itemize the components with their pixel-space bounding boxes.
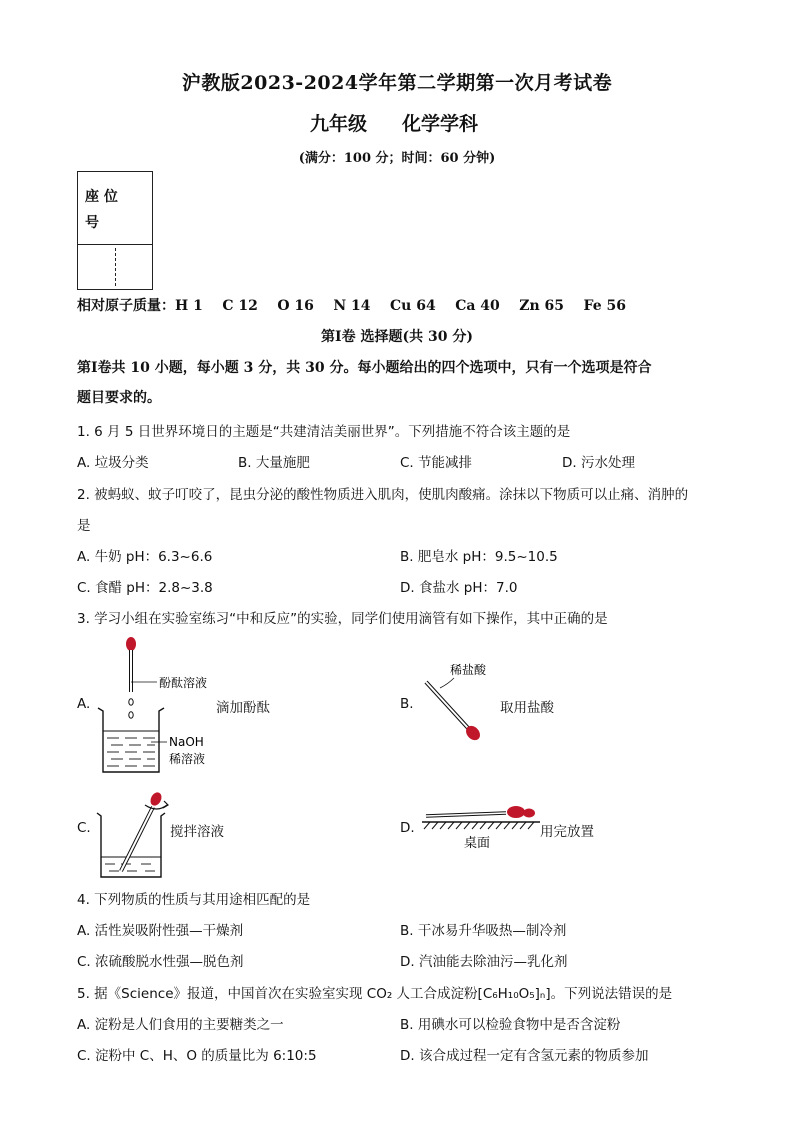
q3-stem: 3. 学习小组在实验室练习“中和反应”的实验，同学们使用滴管有如下操作，其中正确的是	[77, 611, 608, 627]
seat-label-line2: 号	[85, 215, 99, 231]
q3-a-label-dilute: 稀溶液	[169, 752, 206, 766]
q5-option-c: C. 淀粉中 C、H、O 的质量比为 6:10:5	[77, 1048, 317, 1064]
drop	[129, 699, 133, 705]
q3-option-d-caption: 用完放置	[540, 824, 594, 840]
q3-option-b-letter: B.	[400, 696, 414, 712]
q1-stem: 1. 6 月 5 日世界环境日的主题是“共建清洁美丽世界”。下列措施不符合该主题的是	[77, 424, 571, 440]
q3-option-d-letter: D.	[400, 820, 415, 836]
q4-stem: 4. 下列物质的性质与其用途相匹配的是	[77, 892, 311, 908]
q3-option-a-letter: A.	[77, 696, 91, 712]
q4-option-d: D. 汽油能去除油污—乳化剂	[400, 954, 568, 970]
q2-stem-line2: 是	[77, 518, 91, 534]
q4-option-b: B. 干冰易升华吸热—制冷剂	[400, 923, 567, 939]
seat-label-line1: 座 位	[85, 189, 118, 205]
exam-info: (满分：100 分；时间：60 分钟)	[298, 151, 496, 166]
section-instruction-line2: 题目要求的。	[77, 390, 161, 406]
q1-option-a: A. 垃圾分类	[77, 455, 149, 471]
q2-option-b: B. 肥皂水 pH：9.5~10.5	[400, 549, 558, 565]
q3-a-label-phenolphthalein: 酚酞溶液	[159, 676, 208, 690]
seat-dashed-line	[115, 248, 116, 286]
q3-option-b-diagram	[418, 656, 498, 746]
q2-option-a: A. 牛奶 pH：6.3~6.6	[77, 549, 213, 565]
q3-a-label-naoh: NaOH	[169, 735, 204, 749]
q4-option-a: A. 活性炭吸附性强—干燥剂	[77, 923, 244, 939]
q1-option-b: B. 大量施肥	[238, 455, 310, 471]
q4-option-c: C. 浓硫酸脱水性强—脱色剂	[77, 954, 244, 970]
atomic-masses: 相对原子质量：H 1 C 12 O 16 N 14 Cu 64 Ca 40 Zn 65 Fe 56	[77, 298, 626, 314]
dropper-bulb	[126, 637, 136, 651]
grade-label: 九年级	[310, 113, 368, 135]
seat-label	[85, 184, 145, 236]
q3-option-a-caption: 滴加酚酞	[216, 700, 270, 716]
section-instruction-line1: 第Ⅰ卷共 10 小题，每小题 3 分，共 30 分。每小题给出的四个选项中，只有一个选项是符合	[77, 360, 652, 376]
q3-option-c-diagram	[95, 785, 170, 880]
subject-label: 化学学科	[402, 113, 479, 135]
q3-option-c-letter: C.	[77, 820, 91, 836]
q3-option-d-diagram	[418, 802, 543, 852]
beaker	[97, 813, 165, 877]
q5-stem: 5. 据《Science》报道，中国首次在实验室实现 CO₂ 人工合成淀粉[C₆H₁₀O₅]ₙ]。下列说法错误的是	[77, 986, 673, 1002]
seat-divider	[78, 244, 152, 245]
section-title: 第Ⅰ卷 选择题(共 30 分)	[321, 329, 473, 345]
dropper-bulb	[507, 806, 525, 818]
q1-option-c: C. 节能减排	[400, 455, 473, 471]
q1-option-d: D. 污水处理	[562, 455, 635, 471]
q3-b-label-hcl: 稀盐酸	[450, 663, 487, 677]
q5-option-d: D. 该合成过程一定有含氢元素的物质参加	[400, 1048, 649, 1064]
q3-option-b-caption: 取用盐酸	[500, 700, 554, 716]
dropper-bulb	[148, 790, 163, 807]
beaker	[98, 708, 164, 772]
page-title: 沪教版2023-2024学年第二学期第一次月考试卷	[181, 72, 613, 94]
q2-stem-line1: 2. 被蚂蚁、蚊子叮咬了，昆虫分泌的酸性物质进入肌肉，使肌肉酸痛。涂抹以下物质可以止痛、消肿的	[77, 487, 689, 503]
q5-option-b: B. 用碘水可以检验食物中是否含淀粉	[400, 1017, 621, 1033]
drop	[129, 712, 133, 718]
q5-option-a: A. 淀粉是人们食用的主要糖类之一	[77, 1017, 284, 1033]
q3-d-label-desk: 桌面	[464, 836, 491, 851]
q2-option-d: D. 食盐水 pH：7.0	[400, 580, 518, 596]
q2-option-c: C. 食醋 pH：2.8~3.8	[77, 580, 213, 596]
seat-number-box	[77, 171, 153, 290]
q3-option-c-caption: 搅拌溶液	[170, 824, 224, 840]
